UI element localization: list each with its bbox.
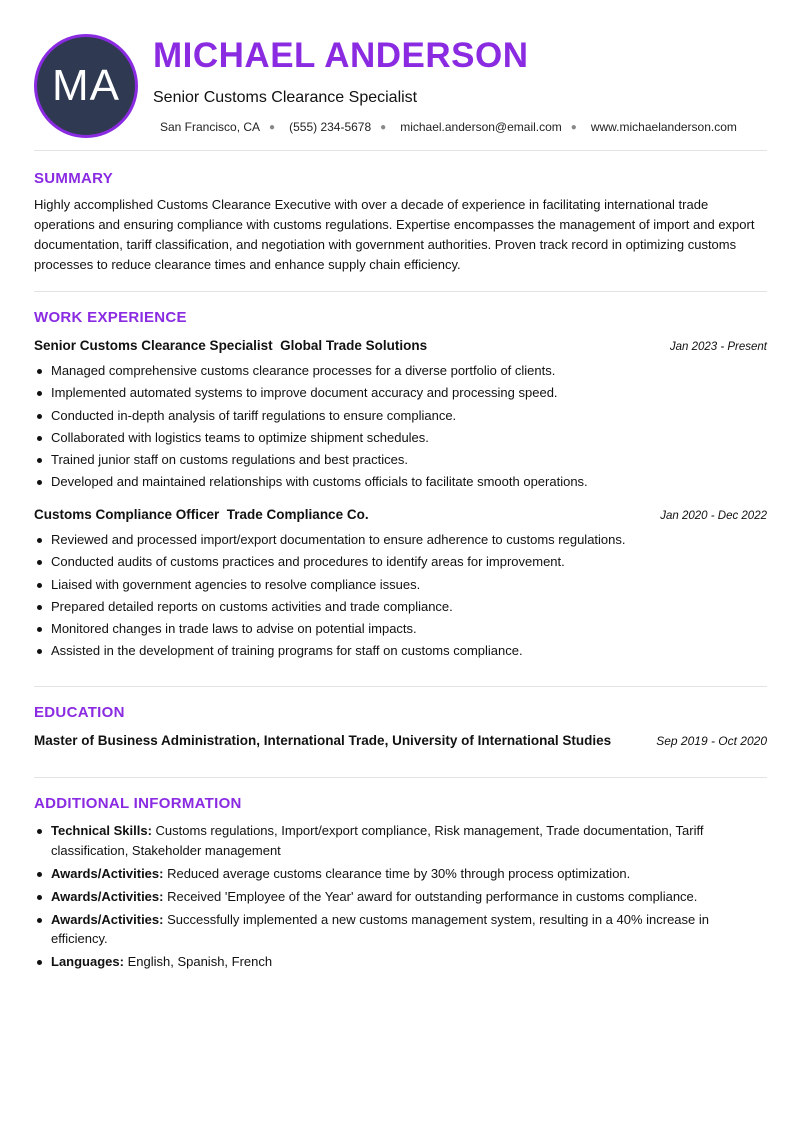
info-text: Successfully implemented a new customs management system, resulting in a 40% increase in efficiency.: [51, 911, 709, 946]
info-text: Customs regulations, Import/export compliance, Risk management, Trade documentation, Tariff classification, Stakeholder management: [51, 823, 704, 858]
divider: [34, 777, 767, 778]
list-item: Liaised with government agencies to resolve compliance issues.: [34, 574, 767, 596]
job-dates: Jan 2023 - Present: [669, 341, 767, 353]
contact-location: San Francisco, CA: [160, 120, 261, 134]
additional-heading: ADDITIONAL INFORMATION: [34, 795, 242, 812]
education-dates: Sep 2019 - Oct 2020: [656, 734, 767, 748]
list-item: Assisted in the development of training programs for staff on customs compliance.: [34, 640, 767, 662]
divider: [34, 150, 767, 151]
info-label: Awards/Activities:: [51, 888, 164, 904]
list-item: [34, 910, 767, 949]
list-item: Developed and maintained relationships with customs officials to facilitate smooth operations.: [34, 471, 767, 493]
summary-heading: SUMMARY: [34, 170, 114, 187]
list-item: Conducted audits of customs practices and procedures to identify areas for improvement.: [34, 551, 767, 573]
list-item: Collaborated with logistics teams to optimize shipment schedules.: [34, 427, 767, 449]
separator-dot-icon: ●: [380, 121, 387, 133]
list-item: [34, 864, 767, 884]
job-dates: Jan 2020 - Dec 2022: [660, 510, 767, 522]
avatar: [34, 34, 138, 138]
candidate-name: MICHAEL ANDERSON: [153, 36, 529, 75]
additional-list: [34, 821, 767, 975]
contact-line: [160, 120, 737, 134]
info-label: Languages:: [51, 954, 124, 969]
education-degree: Master of Business Administration, International Trade, University of International Studies: [34, 733, 612, 748]
list-item: [34, 952, 767, 972]
education-entry: [34, 733, 767, 748]
contact-phone: (555) 234-5678: [289, 120, 372, 134]
list-item: Reviewed and processed import/export documentation to ensure adherence to customs regulations.: [34, 529, 767, 551]
list-item: Conducted in-depth analysis of tariff regulations to ensure compliance.: [34, 405, 767, 427]
list-item: Prepared detailed reports on customs activities and trade compliance.: [34, 596, 767, 618]
info-text: Reduced average customs clearance time by 30% through process optimization.: [163, 865, 631, 881]
list-item: [34, 887, 767, 907]
contact-website[interactable]: www.michaelanderson.com: [590, 120, 737, 134]
info-text: English, Spanish, French: [123, 954, 273, 969]
job-bullets: [34, 360, 767, 494]
divider: [34, 686, 767, 687]
info-label: Awards/Activities:: [51, 865, 164, 881]
job-header: [34, 507, 767, 522]
info-text: Received 'Employee of the Year' award for outstanding performance in customs compliance.: [163, 888, 698, 904]
job-bullets: [34, 529, 767, 663]
job-role: Senior Customs Clearance Specialist Global Trade Solutions: [34, 338, 428, 353]
job-role: Customs Compliance Officer Trade Compliance Co.: [34, 507, 369, 522]
education-heading: EDUCATION: [34, 704, 125, 721]
candidate-title: Senior Customs Clearance Specialist: [153, 89, 418, 106]
list-item: [34, 821, 767, 860]
avatar-initials: MA: [52, 61, 120, 110]
info-label: Technical Skills:: [51, 823, 152, 838]
info-label: Awards/Activities:: [51, 911, 164, 927]
list-item: Implemented automated systems to improve document accuracy and processing speed.: [34, 382, 767, 404]
list-item: Monitored changes in trade laws to advise on potential impacts.: [34, 618, 767, 640]
contact-email[interactable]: michael.anderson@email.com: [400, 120, 562, 134]
list-item: Managed comprehensive customs clearance processes for a diverse portfolio of clients.: [34, 360, 767, 382]
experience-heading: WORK EXPERIENCE: [34, 309, 187, 326]
separator-dot-icon: ●: [269, 121, 276, 133]
job-header: [34, 338, 767, 353]
separator-dot-icon: ●: [570, 121, 577, 133]
summary-text: Highly accomplished Customs Clearance Executive with over a decade of experience in facilitating international trade operations and ensuring compliance with customs regulations. Expertise encompasses the management of import and export documentation, tariff classification, and negotiation with government authorities. Proven track record in optimizing customs processes to reduce clearance times and enhance supply chain efficiency.: [34, 197, 755, 272]
divider: [34, 291, 767, 292]
list-item: Trained junior staff on customs regulations and best practices.: [34, 449, 767, 471]
